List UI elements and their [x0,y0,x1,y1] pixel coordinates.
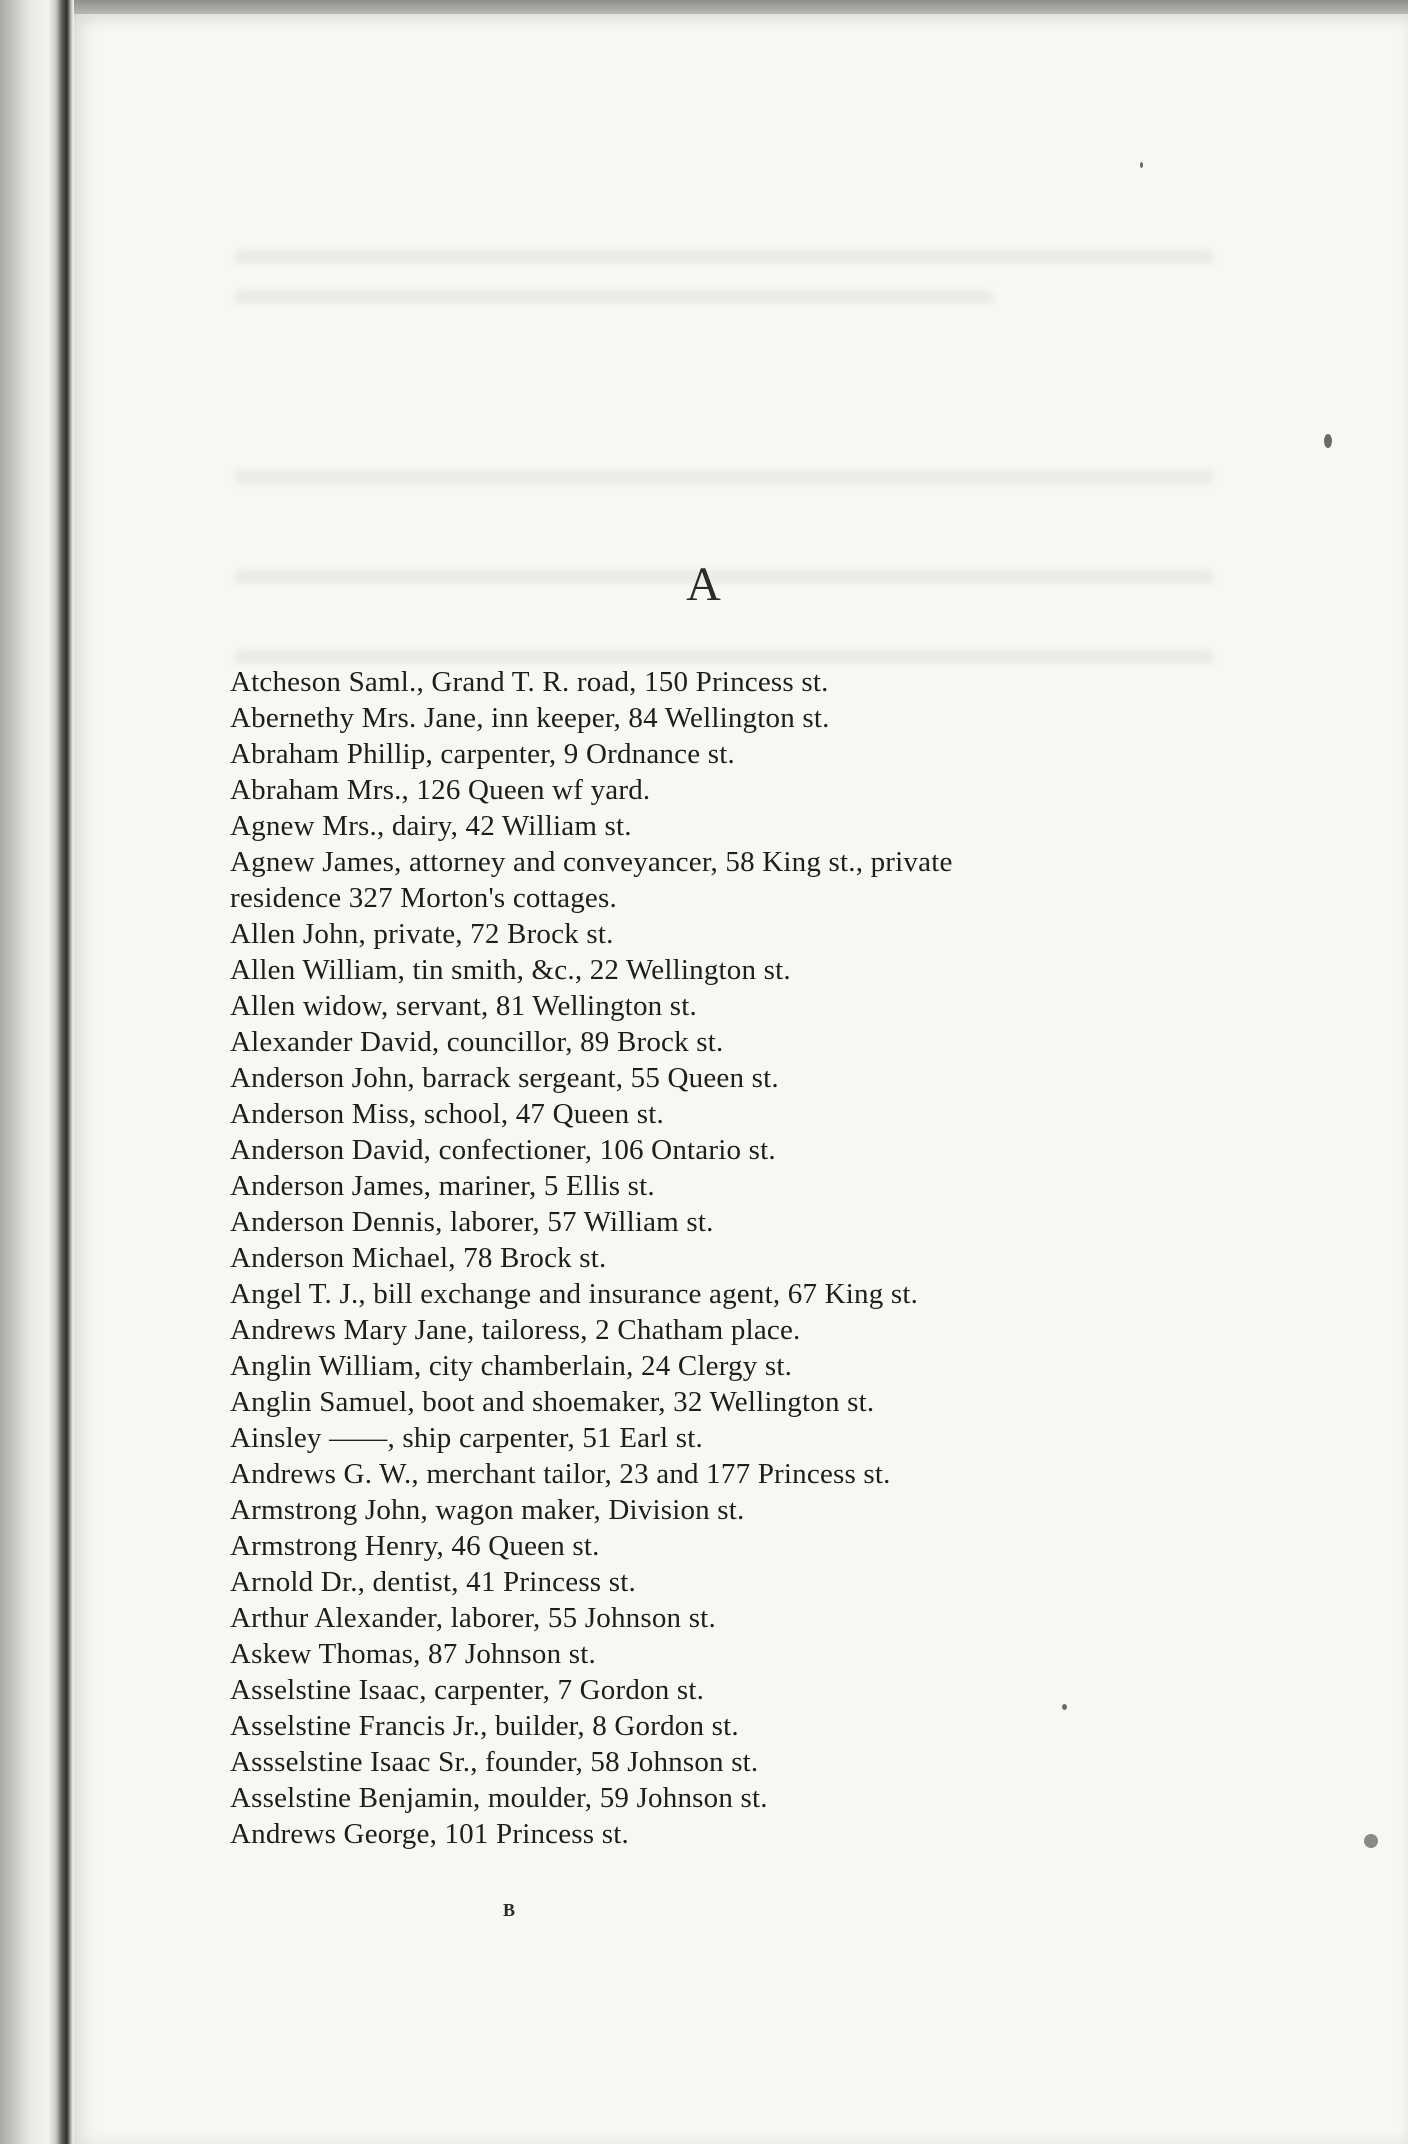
entry-text: Anderson John, barrack sergeant, 55 Queen st. [230,1062,779,1094]
entry-text: Armstrong John, wagon maker, Division st. [230,1494,745,1526]
book-binding-edge [0,0,74,2144]
directory-entry [230,1348,1230,1384]
directory-entry [230,844,1230,916]
entry-text: Agnew Mrs., dairy, 42 William st. [230,810,632,842]
directory-entry [230,1600,1230,1636]
show-through-line [234,650,1214,664]
directory-entry [230,988,1230,1024]
entry-continuation: residence 327 Morton's cottages. [230,882,617,914]
entry-text: Ainsley ——, ship carpenter, 51 Earl st. [230,1422,703,1454]
entry-text: Anglin William, city chamberlain, 24 Clergy st. [230,1350,793,1382]
directory-entry [230,1096,1230,1132]
directory-entry [230,1024,1230,1060]
entry-text: Anderson Miss, school, 47 Queen st. [230,1098,664,1130]
entry-text: Armstrong Henry, 46 Queen st. [230,1530,600,1562]
entry-text: Allen William, tin smith, &c., 22 Wellington st. [230,954,791,986]
scan-speck [1140,162,1143,168]
printer-signature-mark: B [503,1900,516,1920]
entry-text: Anderson David, confectioner, 106 Ontario st. [230,1134,776,1166]
directory-entries [230,664,1230,1852]
entry-text: Abernethy Mrs. Jane, inn keeper, 84 Wellington st. [230,702,830,734]
entry-text: Asselstine Isaac, carpenter, 7 Gordon st. [230,1674,705,1706]
directory-entry [230,1132,1230,1168]
directory-entry [230,1780,1230,1816]
directory-entry [230,736,1230,772]
directory-entry [230,1384,1230,1420]
directory-entry [230,1204,1230,1240]
entry-text: Allen widow, servant, 81 Wellington st. [230,990,697,1022]
show-through-line [234,470,1214,484]
directory-entry [230,1240,1230,1276]
entry-text: Anderson Dennis, laborer, 57 William st. [230,1206,714,1238]
entry-text: Allen John, private, 72 Brock st. [230,918,614,950]
entry-text: Arnold Dr., dentist, 41 Princess st. [230,1566,636,1598]
directory-entry [230,700,1230,736]
scan-speck [1324,434,1332,448]
entry-text: Anderson Michael, 78 Brock st. [230,1242,607,1274]
directory-entry [230,1636,1230,1672]
directory-entry [230,952,1230,988]
entry-text: Asselstine Benjamin, moulder, 59 Johnson st. [230,1782,768,1814]
directory-entry [230,1060,1230,1096]
directory-entry [230,1168,1230,1204]
entry-text: Askew Thomas, 87 Johnson st. [230,1638,596,1670]
entry-text: Andrews Mary Jane, tailoress, 2 Chatham place. [230,1314,801,1346]
directory-entry [230,1492,1230,1528]
entry-text: Arthur Alexander, laborer, 55 Johnson st. [230,1602,716,1634]
entry-text: Atcheson Saml., Grand T. R. road, 150 Princess st. [230,666,829,698]
directory-entry [230,1456,1230,1492]
entry-text: Andrews George, 101 Princess st. [230,1818,629,1850]
directory-entry [230,1708,1230,1744]
section-letter: A [686,558,722,611]
show-through-line [234,290,994,304]
directory-entry [230,808,1230,844]
entry-text: Abraham Phillip, carpenter, 9 Ordnance st. [230,738,735,770]
directory-entry [230,1744,1230,1780]
entry-text: Assselstine Isaac Sr., founder, 58 Johnson st. [230,1746,759,1778]
scan-speck [1364,1834,1378,1848]
directory-entry [230,1816,1230,1852]
directory-entry [230,664,1230,700]
entry-text: Asselstine Francis Jr., builder, 8 Gordon st. [230,1710,739,1742]
entry-text: Agnew James, attorney and conveyancer, 58 King st., private [230,846,953,878]
directory-entry [230,1564,1230,1600]
directory-entry [230,916,1230,952]
directory-entry [230,772,1230,808]
directory-entry [230,1276,1230,1312]
show-through-line [234,250,1214,264]
entry-text: Andrews G. W., merchant tailor, 23 and 177 Princess st. [230,1458,891,1490]
entry-text: Anderson James, mariner, 5 Ellis st. [230,1170,655,1202]
directory-entry [230,1672,1230,1708]
directory-entry [230,1312,1230,1348]
directory-entry [230,1528,1230,1564]
entry-text: Anglin Samuel, boot and shoemaker, 32 Wellington st. [230,1386,875,1418]
entry-text: Alexander David, councillor, 89 Brock st. [230,1026,724,1058]
entry-text: Angel T. J., bill exchange and insurance agent, 67 King st. [230,1278,919,1310]
entry-text: Abraham Mrs., 126 Queen wf yard. [230,774,651,806]
directory-entry [230,1420,1230,1456]
